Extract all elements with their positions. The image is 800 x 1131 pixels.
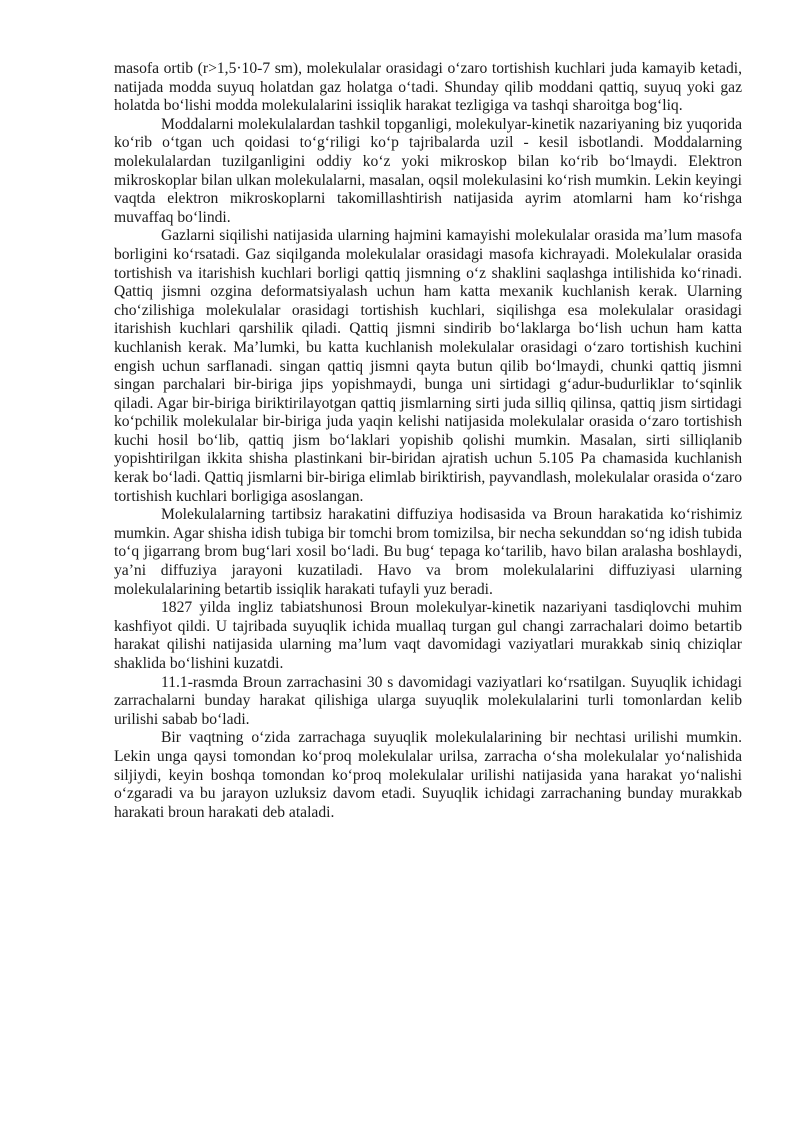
paragraph-brown-discovery: 1827 yilda ingliz tabiatshunosi Broun molekulyar-kinetik nazariyani tasdiqlovchi muhim kashfiyot qildi. U tajribada suyuqlik ichida muallaq turgan gul changi zarrachalari doimo betartib harakat qilishi natijasida ularning ma’lum vaqt davomidagi vaziyatlari murakkab siniq chiziqlar shaklida bo‘lishini kuzatdi. — [114, 599, 742, 672]
paragraph-gas-compression: Gazlarni siqilishi natijasida ularning hajmini kamayishi molekulalar orasida ma’lum masofa borligini ko‘rsatadi. Gaz siqilganda molekulalar orasidagi masofa kichrayadi. Molekulalar orasida tortishish va itarishish kuchlari borligi qattiq jismning o‘z shaklini saqlashga intilishida ko‘rinadi. Qattiq jismni ozgina deformatsiyalash uchun ham katta mexanik kuchlanish kerak. Ularning cho‘zilishiga molekulalar orasidagi tortishish kuchlari, siqilishga esa molekulalar orasidagi itarishish kuchlari qarshilik qiladi. Qattiq jismni sindirib bo‘laklarga bo‘lish uchun ham katta kuchlanish kerak. Ma’lumki, bu katta kuchlanish molekulalar orasidagi o‘zaro tortishish kuchini engish uchun sarflanadi. singan qattiq jismni qayta butun qilib bo‘lmaydi, chunki qattiq jismni singan parchalari bir-biriga jips yopishmaydi, bunga uni sirtidagi g‘adur-budurliklar to‘sqinlik qiladi. Agar bir-biriga biriktirilayotgan qattiq jismlarning sirti juda silliq qilinsa, qattiq jism sirtidagi ko‘pchilik molekulalar bir-biriga juda yaqin kelishi natijasida molekulalar orasida o‘zaro tortishish kuchi hosil bo‘lib, qattiq jism bo‘laklari yopishib qolishi mumkin. Masalan, sirti silliqlanib yopishtirilgan ikkita shisha plastinkani bir-biridan ajratish uchun 5.105 Pa chamasida kuchlanish kerak bo‘ladi. Qattiq jismlarni bir-biriga elimlab biriktirish, payvandlash, molekulalar orasida o‘zaro tortishish kuchlari borligiga asoslangan. — [114, 227, 743, 505]
paragraph-molecular-proof: Moddalarni molekulalardan tashkil topganligi, molekulyar-kinetik nazariyaning biz yuqorida ko‘rib o‘tgan uch qoidasi to‘g‘riligi ko‘p tajribalarda uzil - kesil isbotlandi. Moddalarning molekulalardan tuzilganligini oddiy ko‘z yoki mikroskop bilan ko‘rib bo‘lmaydi. Elektron mikroskoplar bilan ulkan molekulalarni, masalan, oqsil molekulasini ko‘rish mumkin. Lekin keyingi vaqtda elektron mikroskoplarni takomillashtirish natijasida ayrim atomlarni ham ko‘rishga muvaffaq bo‘lindi. — [114, 115, 742, 226]
document-page — [114, 60, 742, 822]
paragraph-brownian-motion: Bir vaqtning o‘zida zarrachaga suyuqlik molekulalarining bir nechtasi urilishi mumkin. Lekin unga qaysi tomondan ko‘proq molekulalar urilsa, zarracha o‘sha molekulalar yo‘nalishida siljiydi, keyin boshqa tomondan ko‘proq molekulalar urilishi natijasida yana harakat yo‘nalishi o‘zgaradi va bu jarayon uzluksiz davom etadi. Suyuqlik ichidagi zarrachaning bunday murakkab harakati broun harakati deb ataladi. — [114, 729, 742, 821]
paragraph-continuation: masofa ortib (r>1,5·10-7 sm), molekulalar orasidagi o‘zaro tortishish kuchlari juda kamayib ketadi, natijada modda suyuq holatdan gaz holatga o‘tadi. Shunday qilib moddani qattiq, suyuq yoki gaz holatda bo‘lishi modda molekulalarini issiqlik harakat tezligiga va tashqi sharoitga bog‘liq. — [114, 60, 742, 115]
paragraph-figure-reference: 11.1-rasmda Broun zarrachasini 30 s davomidagi vaziyatlari ko‘rsatilgan. Suyuqlik ichidagi zarrachalarni bunday harakat qilishiga ularga suyuqlik molekulalarini turli tomonlardan kelib urilishi sabab bo‘ladi. — [114, 673, 742, 728]
paragraph-diffusion: Molekulalarning tartibsiz harakatini diffuziya hodisasida va Broun harakatida ko‘rishimiz mumkin. Agar shisha idish tubiga bir tomchi brom tomizilsa, bir necha sekunddan so‘ng idish tubida to‘q jigarrang brom bug‘lari xosil bo‘ladi. Bu bug‘ tepaga ko‘tarilib, havo bilan aralasha boshlaydi, ya’ni diffuziya jarayoni kuzatiladi. Havo va brom molekulalarini diffuziyasi ularning molekulalarining betartib issiqlik harakati tufayli yuz beradi. — [114, 506, 742, 598]
